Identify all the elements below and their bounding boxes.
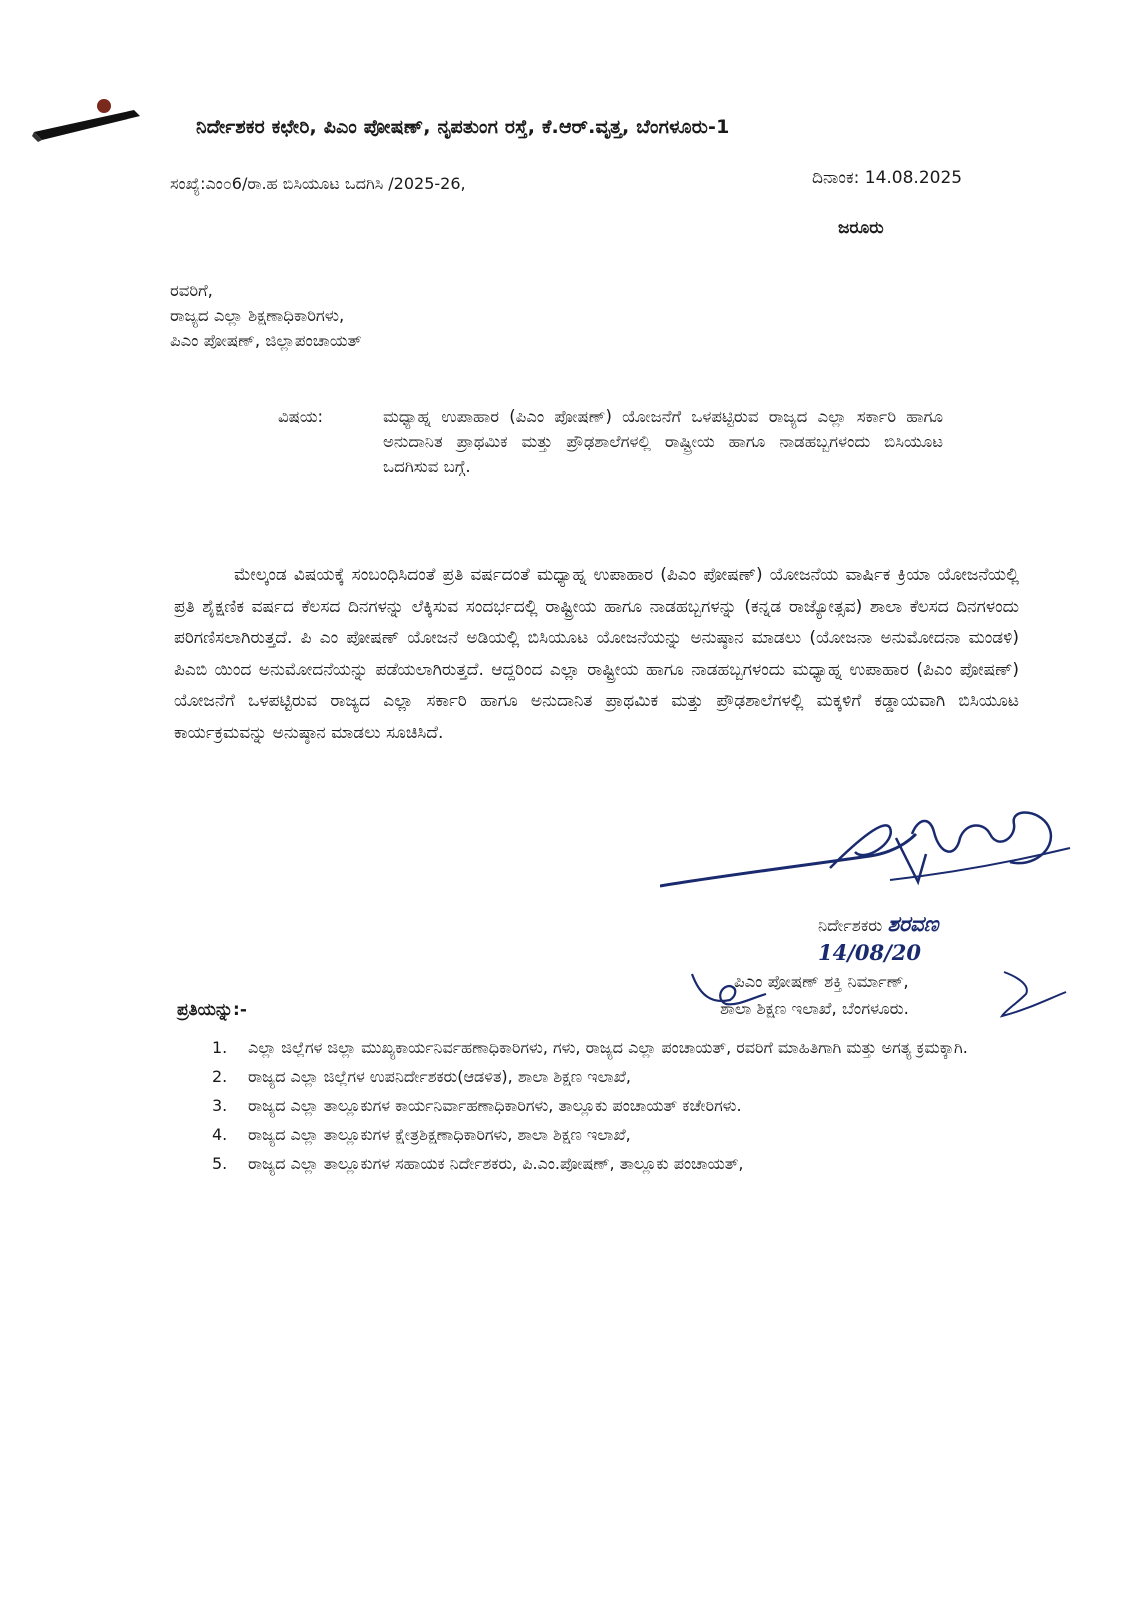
office-header: ನಿರ್ದೇಶಕರ ಕಛೇರಿ, ಪಿಎಂ ಪೋಷಣ್, ನೃಪತುಂಗ ರಸ್ತೆ, ಕೆ.ಆರ್.ವೃತ್ತ, ಬೆಂಗಳೂರು-1 — [196, 116, 730, 138]
signatory-scheme: ಪಿಎಂ ಪೋಷಣ್ ಶಕ್ತಿ ನಿರ್ಮಾಣ್, — [734, 972, 909, 991]
recipient-line-1: ರವರಿಗೆ, — [170, 281, 213, 300]
list-item: 3. ರಾಜ್ಯದ ಎಲ್ಲಾ ತಾಲ್ಲೂಕುಗಳ ಕಾರ್ಯನಿರ್ವಾಹಣಾಧಿಕಾರಿಗಳು, ತಾಲ್ಲೂಕು ಪಂಚಾಯತ್ ಕಚೇರಿಗಳು. — [212, 1096, 742, 1115]
list-item: 1. ಎಲ್ಲಾ ಜಿಲ್ಲೆಗಳ ಜಿಲ್ಲಾ ಮುಖ್ಯಕಾರ್ಯನಿರ್ವಹಣಾಧಿಕಾರಿಗಳು, ಗಳು, ರಾಜ್ಯದ ಎಲ್ಲಾ ಪಂಚಾಯತ್, ರವರಿಗೆ ಮಾಹಿತಿಗಾಗಿ ಮತ್ತು ಅಗತ್ಯ ಕ್ರಮಕ್ಕಾಗಿ. — [212, 1038, 968, 1057]
recipient-line-2: ರಾಜ್ಯದ ಎಲ್ಲಾ ಶಿಕ್ಷಣಾಧಿಕಾರಿಗಳು, — [170, 306, 345, 325]
urgent-label: ಜರೂರು — [838, 218, 884, 238]
recipient-line-3: ಪಿಎಂ ಪೋಷಣ್, ಜಿಲ್ಲಾಪಂಚಾಯತ್ — [170, 331, 362, 350]
recipient-block — [170, 278, 362, 353]
handwritten-note: ಶರವಣ 14/08/20 — [818, 911, 939, 965]
letter-date: ದಿನಾಂಕ: 14.08.2025 — [812, 168, 963, 188]
copies-title: ಪ್ರತಿಯನ್ನು:- — [177, 1000, 247, 1020]
signature-icon — [660, 808, 1100, 918]
list-item: 5. ರಾಜ್ಯದ ಎಲ್ಲಾ ತಾಲ್ಲೂಕುಗಳ ಸಹಾಯಕ ನಿರ್ದೇಶಕರು, ಪಿ.ಎಂ.ಪೋಷಣ್, ತಾಲ್ಲೂಕು ಪಂಚಾಯತ್, — [212, 1154, 744, 1173]
reference-number: ಸಂಖ್ಯೆ:ಎಂ೦6/ರಾ.ಹ ಬಿಸಿಯೂಟ ಒದಗಿಸಿ /2025-26, — [170, 174, 466, 193]
signatory-department: ಶಾಲಾ ಶಿಕ್ಷಣ ಇಲಾಖೆ, ಬೆಂಗಳೂರು. — [720, 999, 909, 1018]
signatory-title: ನಿರ್ದೇಶಕರು — [818, 916, 883, 935]
copies-list — [212, 1035, 1032, 1180]
subject-label: ವಿಷಯ: — [278, 407, 324, 426]
initials-icon — [690, 970, 1090, 1030]
subject-block — [278, 404, 943, 479]
body-paragraph: ಮೇಲ್ಕಂಡ ವಿಷಯಕ್ಕೆ ಸಂಬಂಧಿಸಿದಂತೆ ಪ್ರತಿ ವರ್ಷದಂತೆ ಮಧ್ಯಾಹ್ನ ಉಪಾಹಾರ (ಪಿಎಂ ಪೋಷಣ್) ಯೋಜನೆಯ ವಾರ್ಷಿಕ ಕ್ರಿಯಾ ಯೋಜನೆಯಲ್ಲಿ ಪ್ರತಿ ಶೈಕ್ಷಣಿಕ ವರ್ಷದ ಕೆಲಸದ ದಿನಗಳನ್ನು ಲೆಕ್ಕಿಸುವ ಸಂದರ್ಭದಲ್ಲಿ ರಾಷ್ಟ್ರೀಯ ಹಾಗೂ ನಾಡಹಬ್ಬಗಳನ್ನು (ಕನ್ನಡ ರಾಜ್ಯೋತ್ಸವ) ಶಾಲಾ ಕೆಲಸದ ದಿನಗಳಂದು ಪರಿಗಣಿಸಲಾಗಿರುತ್ತದೆ. ಪಿ ಎಂ ಪೋಷಣ್ ಯೋಜನೆ ಅಡಿಯಲ್ಲಿ ಬಿಸಿಯೂಟ ಯೋಜನೆಯನ್ನು ಅನುಷ್ಠಾನ ಮಾಡಲು (ಯೋಜನಾ ಅನುಮೋದನಾ ಮಂಡಳಿ) ಪಿಎಬಿ ಯಿಂದ ಅನುಮೋದನೆಯನ್ನು ಪಡೆಯಲಾಗಿರುತ್ತದೆ. ಆದ್ದರಿಂದ ಎಲ್ಲಾ ರಾಷ್ಟ್ರೀಯ ಹಾಗೂ ನಾಡಹಬ್ಬಗಳಂದು ಮಧ್ಯಾಹ್ನ ಉಪಾಹಾರ (ಪಿಎಂ ಪೋಷಣ್) ಯೋಜನೆಗೆ ಒಳಪಟ್ಟಿರುವ ರಾಜ್ಯದ ಎಲ್ಲಾ ಸರ್ಕಾರಿ ಹಾಗೂ ಅನುದಾನಿತ ಪ್ರಾಥಮಿಕ ಮತ್ತು ಪ್ರೌಢಶಾಲೆಗಳಲ್ಲಿ ಮಕ್ಕಳಿಗೆ ಕಡ್ಡಾಯವಾಗಿ ಬಿಸಿಯೂಟ ಕಾರ್ಯಕ್ರಮವನ್ನು ಅನುಷ್ಠಾನ ಮಾಡಲು ಸೂಚಿಸಿದೆ. — [174, 565, 1019, 743]
emblem-icon — [30, 96, 150, 146]
list-item: 4. ರಾಜ್ಯದ ಎಲ್ಲಾ ತಾಲ್ಲೂಕುಗಳ ಕ್ಷೇತ್ರಶಿಕ್ಷಣಾಧಿಕಾರಿಗಳು, ಶಾಲಾ ಶಿಕ್ಷಣ ಇಲಾಖೆ, — [212, 1125, 631, 1144]
list-item: 2. ರಾಜ್ಯದ ಎಲ್ಲಾ ಜಿಲ್ಲೆಗಳ ಉಪನಿರ್ದೇಶಕರು(ಆಡಳಿತ), ಶಾಲಾ ಶಿಕ್ಷಣ ಇಲಾಖೆ, — [212, 1067, 632, 1086]
subject-text: ಮಧ್ಯಾಹ್ನ ಉಪಾಹಾರ (ಪಿಎಂ ಪೋಷಣ್) ಯೋಜನೆಗೆ ಒಳಪಟ್ಟಿರುವ ರಾಜ್ಯದ ಎಲ್ಲಾ ಸರ್ಕಾರಿ ಹಾಗೂ ಅನುದಾನಿತ ಪ್ರಾಥಮಿಕ ಮತ್ತು ಪ್ರೌಢಶಾಲೆಗಳಲ್ಲಿ ರಾಷ್ಟ್ರೀಯ ಹಾಗೂ ನಾಡಹಬ್ಬಗಳಂದು ಬಿಸಿಯೂಟ ಒದಗಿಸುವ ಬಗ್ಗೆ. — [383, 407, 943, 476]
